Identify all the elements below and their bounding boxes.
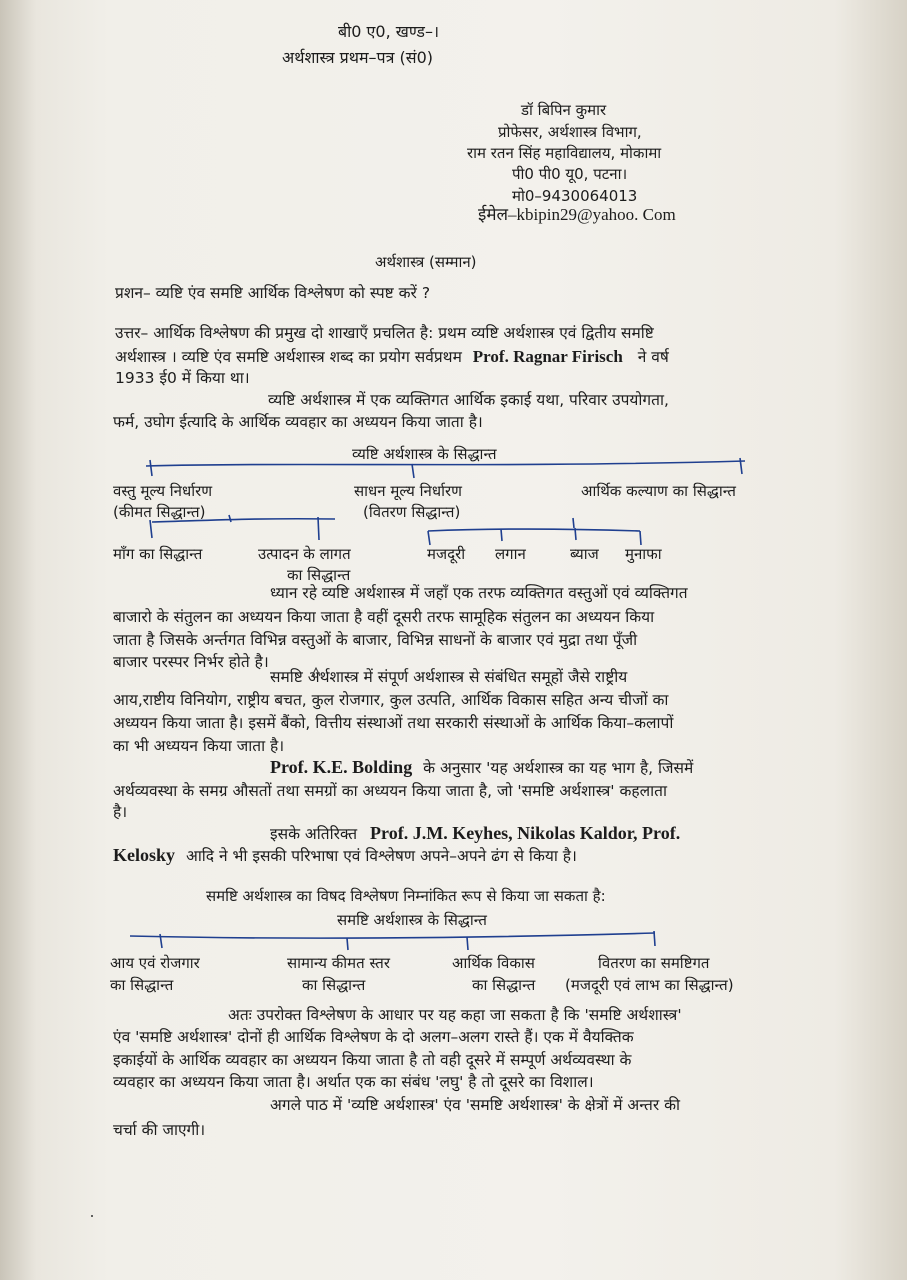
- author-mobile: मो0–9430064013: [512, 187, 638, 205]
- macro-branch-price-l2: का सिद्धान्त: [302, 976, 366, 994]
- macro-branch-growth-l2: का सिद्धान्त: [472, 976, 536, 994]
- micro-branch-goods-l1: वस्तु मूल्य निर्धारण: [113, 482, 213, 500]
- paper-title: अर्थशास्त्र प्रथम–पत्र (सं0): [282, 48, 433, 67]
- para6-line-1-text: इसके अतिरिक्त: [270, 825, 358, 843]
- conclusion-line-4: व्यवहार का अध्ययन किया जाता है। अर्थात एक का संबंध 'लघु' है तो दूसरे का विशाल।: [113, 1073, 594, 1091]
- macro-branch-price-l1: सामान्य कीमत स्तर: [287, 954, 390, 972]
- para6-line-2-text: आदि ने भी इसकी परिभाषा एवं विश्लेषण अपने–अपने ढंग से किया है।: [185, 847, 577, 865]
- para5-line-1: [270, 757, 693, 778]
- micro-factor-stem-4: [640, 531, 641, 545]
- conclusion-line-2: एंव 'समष्टि अर्थशास्त्र' दोनों ही आर्थिक विश्लेषण के दो अलग–अलग रास्ते हैं। एक में वैयक्तिक: [113, 1028, 634, 1046]
- author-email: ईमेल–kbipin29@yahoo. Com: [478, 205, 676, 224]
- macro-tree-root: समष्टि अर्थशास्त्र के सिद्धान्त: [337, 911, 487, 929]
- micro-leaf-demand: माँग का सिद्धान्त: [113, 545, 203, 563]
- question-text: प्रशन– व्यष्टि एंव समष्टि आर्थिक विश्लेषण को स्पष्ट करें ?: [115, 284, 431, 302]
- answer-line-2-end: ने वर्ष: [637, 348, 669, 366]
- micro-branch-welfare: आर्थिक कल्याण का सिद्धान्त: [581, 482, 736, 500]
- micro-factor-stem-3: [575, 528, 576, 540]
- micro-tree-stem-1: [150, 460, 152, 476]
- micro-goods-stem-2: [318, 517, 319, 540]
- para6-line-2: [113, 845, 577, 866]
- macro-tree-stem-2: [347, 938, 348, 950]
- micro-factor-stem-2: [501, 529, 502, 541]
- closing-line-2: चर्चा की जाएगी।: [113, 1121, 206, 1139]
- micro-factor-stem-1: [428, 531, 430, 545]
- conclusion-line-3: इकाईयों के आर्थिक व्यवहार का अध्ययन किया जाता है तो वही दूसरे में सम्पूर्ण अर्थव्यवस्था के: [113, 1051, 632, 1069]
- micro-branch-factor-l2: (वितरण सिद्धान्त): [363, 503, 461, 521]
- author-designation: प्रोफेसर, अर्थशास्त्र विभाग,: [498, 123, 642, 141]
- micro-leaf-rent: लगान: [495, 545, 526, 563]
- macro-branch-income-l2: का सिद्धान्त: [110, 976, 174, 994]
- subject-title: अर्थशास्त्र (सम्मान): [375, 253, 477, 271]
- answer-line-2-text: अर्थशास्त्र । व्यष्टि एंव समष्टि अर्थशास्त्र शब्द का प्रयोग सर्वप्रथम: [115, 348, 462, 366]
- answer-p2-line-1: व्यष्टि अर्थशास्त्र में एक व्यक्तिगत आर्थिक इकाई यथा, परिवार उपयोगता,: [268, 391, 669, 409]
- answer-p2-line-2: फर्म, उघोग ईत्यादि के आर्थिक व्यवहार का अध्ययन किया जाता है।: [113, 413, 483, 431]
- micro-tree-root: व्यष्टि अर्थशास्त्र के सिद्धान्त: [352, 445, 497, 463]
- micro-goods-stem-1: [150, 520, 152, 538]
- micro-leaf-profit: मुनाफा: [625, 545, 662, 563]
- micro-leaf-cost-l1: उत्पादन के लागत: [258, 545, 351, 563]
- micro-goods-stem-0: [229, 515, 231, 522]
- ragnar-name: Prof. Ragnar Firisch: [472, 347, 623, 366]
- para5-line-2: अर्थव्यवस्था के समग्र औसतों तथा समग्रों का अध्ययन किया जाता है, जो 'समष्टि अर्थशास्त्र' कहलाता: [113, 782, 667, 800]
- bolding-name: Prof. K.E. Bolding: [270, 757, 413, 777]
- author-name: डॉ बिपिन कुमार: [521, 101, 607, 119]
- para3-line-3: जाता है जिसके अर्न्तगत विभिन्न वस्तुओं के बाजार, विभिन्न साधनों के बाजार एवं मुद्रा तथा पूँजी: [113, 631, 638, 649]
- answer-line-2: [115, 347, 669, 367]
- kelosky-name: Kelosky: [113, 845, 176, 865]
- para3-line-4: बाजार परस्पर निर्भर होते है।: [113, 653, 269, 671]
- page-dot: [91, 1215, 93, 1217]
- macro-branch-distribution-l1: वितरण का समष्टिगत: [598, 954, 710, 972]
- micro-leaf-interest: ब्याज: [570, 545, 599, 563]
- macro-tree-stem-3: [467, 937, 468, 950]
- para4-line-2: आय,राष्टीय विनियोग, राष्ट्रीय बचत, कुल रोजगार, कुल उत्पति, आर्थिक विकास सहित अन्य चीजों का: [113, 691, 669, 709]
- macro-branch-growth-l1: आर्थिक विकास: [452, 954, 535, 972]
- macro-tree-stem-4: [654, 931, 655, 946]
- micro-leaf-wages: मजदूरी: [427, 545, 466, 563]
- closing-line-1: अगले पाठ में 'व्यष्टि अर्थशास्त्र' एंव 'समष्टि अर्थशास्त्र' के क्षेत्रों में अन्तर की: [270, 1096, 681, 1114]
- para4-line-1: समष्टि अर्थशास्त्र में संपूर्ण अर्थशास्त्र से संबंधित समूहों जैसे राष्ट्रीय: [270, 668, 628, 686]
- para6-line-1: [270, 823, 680, 844]
- micro-leaf-cost-l2: का सिद्धान्त: [287, 566, 351, 584]
- para3-line-2: बाजारो के संतुलन का अध्ययन किया जाता है वहीं दूसरी तरफ सामूहिक संतुलन का अध्ययन किया: [113, 608, 655, 626]
- macro-branch-distribution-l2: (मजदूरी एवं लाभ का सिद्धान्त): [565, 976, 734, 994]
- author-university: पी0 पी0 यू0, पटना।: [512, 165, 628, 183]
- micro-tree-stem-2: [412, 464, 414, 478]
- macro-intro: समष्टि अर्थशास्त्र का विषद विश्लेषण निम्नांकित रूप से किया जा सकता है:: [206, 887, 606, 905]
- micro-branch-factor-l1: साधन मूल्य निर्धारण: [354, 482, 462, 500]
- micro-tree-stem-3: [740, 458, 742, 474]
- para5-line-3: है।: [113, 803, 128, 821]
- para4-line-4: का भी अध्ययन किया जाता है।: [113, 737, 285, 755]
- micro-factor-stem-0: [573, 518, 574, 528]
- author-college: राम रतन सिंह महाविद्यालय, मोकामा: [467, 144, 662, 162]
- macro-branch-income-l1: आय एवं रोजगार: [110, 954, 200, 972]
- para3-line-1: ध्यान रहे व्यष्टि अर्थशास्त्र में जहाँ एक तरफ व्यक्तिगत वस्तुओं एवं व्यक्तिगत: [270, 584, 688, 602]
- micro-branch-goods-l2: (कीमत सिद्धान्त): [113, 503, 206, 521]
- course-title: बी0 ए0, खण्ड–।: [338, 22, 440, 41]
- macro-tree-hline: [130, 933, 655, 938]
- keynes-names: Prof. J.M. Keyhes, Nikolas Kaldor, Prof.: [370, 823, 681, 843]
- micro-factor-hline: [428, 529, 640, 531]
- para5-line-1-text: के अनुसार 'यह अर्थशास्त्र का यह भाग है, जिसमें: [423, 759, 694, 777]
- macro-tree-stem-1: [160, 934, 162, 948]
- answer-line-3: 1933 ई0 में किया था।: [115, 369, 250, 387]
- answer-line-1: उत्तर– आर्थिक विश्लेषण की प्रमुख दो शाखाएँ प्रचलित है: प्रथम व्यष्टि अर्थशास्त्र एवं द्वितीय समष्टि: [115, 324, 654, 342]
- conclusion-line-1: अतः उपरोक्त विश्लेषण के आधार पर यह कहा जा सकता है कि 'समष्टि अर्थशास्त्र': [228, 1006, 682, 1024]
- para4-line-3: अध्ययन किया जाता है। इसमें बैंको, वित्तीय संस्थाओं तथा सरकारी संस्थाओं के आर्थिक किया–कलापों: [113, 714, 674, 732]
